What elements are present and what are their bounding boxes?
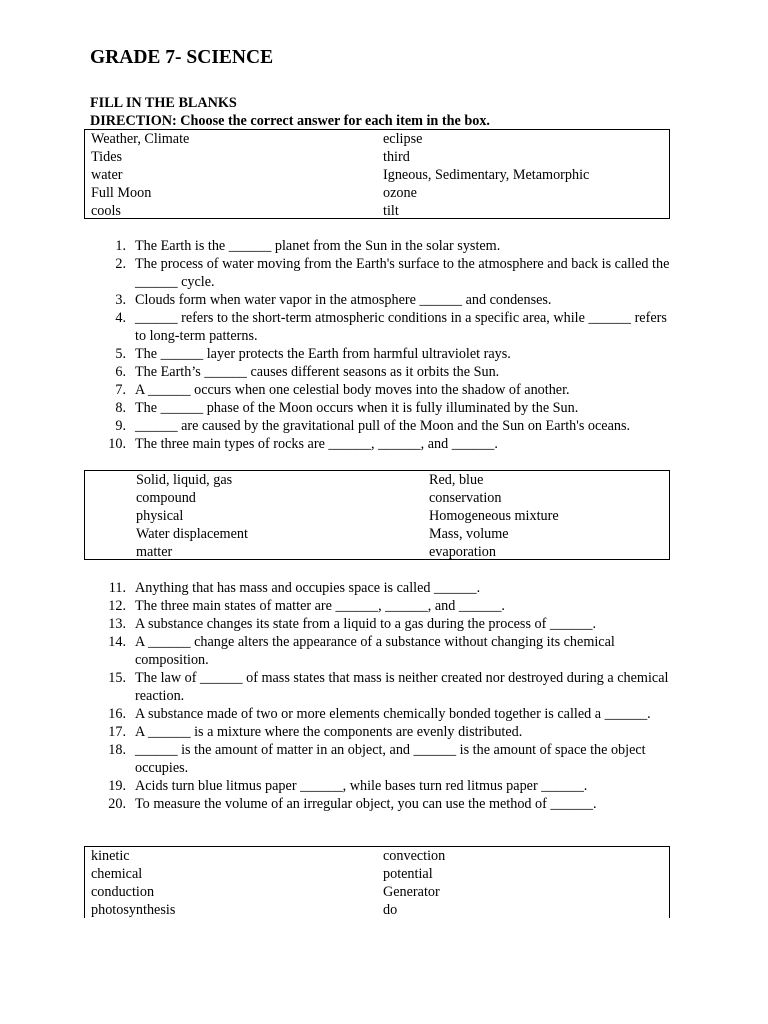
question-text: A substance made of two or more elements chemically bonded together is called a ______. bbox=[135, 706, 651, 722]
answer-row bbox=[85, 543, 669, 561]
answer-choice: conservation bbox=[429, 490, 502, 506]
question-text: A ______ is a mixture where the components are evenly distributed. bbox=[135, 724, 523, 740]
answer-choice: Water displacement bbox=[136, 526, 248, 542]
question-item bbox=[90, 615, 680, 633]
question-number: 7. bbox=[115, 382, 126, 398]
question-number: 9. bbox=[115, 418, 126, 434]
answer-choice: Full Moon bbox=[91, 185, 152, 201]
answer-choice: Solid, liquid, gas bbox=[136, 472, 233, 488]
answer-row bbox=[85, 148, 669, 166]
question-item bbox=[90, 291, 680, 309]
question-item bbox=[90, 777, 680, 795]
answer-choice: conduction bbox=[91, 884, 155, 900]
question-number: 20. bbox=[108, 796, 126, 812]
answer-row bbox=[85, 883, 669, 901]
question-number: 2. bbox=[115, 256, 126, 272]
answer-choice: water bbox=[91, 167, 123, 183]
answer-choice: potential bbox=[383, 866, 433, 882]
answer-choice: convection bbox=[383, 848, 446, 864]
answer-row bbox=[85, 525, 669, 543]
question-list-1 bbox=[90, 237, 680, 453]
answer-choice: do bbox=[383, 902, 398, 918]
question-number: 1. bbox=[115, 238, 126, 254]
question-number: 10. bbox=[108, 436, 126, 452]
question-text: The three main states of matter are ______, ______, and ______. bbox=[135, 598, 505, 614]
question-text: A ______ occurs when one celestial body moves into the shadow of another. bbox=[135, 382, 570, 398]
question-number: 3. bbox=[115, 292, 126, 308]
question-text: To measure the volume of an irregular object, you can use the method of ______. bbox=[135, 796, 597, 812]
question-item bbox=[90, 417, 680, 435]
answer-row bbox=[85, 865, 669, 883]
section-title: FILL IN THE BLANKS bbox=[90, 95, 237, 111]
question-text: Acids turn blue litmus paper ______, while bases turn red litmus paper ______. bbox=[135, 778, 588, 794]
answer-row bbox=[85, 847, 669, 865]
answer-choice: physical bbox=[136, 508, 184, 524]
question-text: The law of ______ of mass states that mass is neither created nor destroyed during a chemical reaction. bbox=[135, 670, 669, 704]
question-text: The ______ layer protects the Earth from harmful ultraviolet rays. bbox=[135, 346, 511, 362]
question-number: 13. bbox=[108, 616, 126, 632]
question-text: The Earth is the ______ planet from the Sun in the solar system. bbox=[135, 238, 501, 254]
question-number: 11. bbox=[108, 580, 126, 596]
question-text: ______ is the amount of matter in an object, and ______ is the amount of space the object occupies. bbox=[135, 742, 646, 776]
answer-row bbox=[85, 130, 669, 148]
question-text: ______ are caused by the gravitational pull of the Moon and the Sun on Earth's oceans. bbox=[135, 418, 631, 434]
answer-row bbox=[85, 184, 669, 202]
question-number: 8. bbox=[115, 400, 126, 416]
answer-choice: photosynthesis bbox=[91, 902, 176, 918]
answer-box-3 bbox=[84, 846, 670, 918]
question-number: 18. bbox=[108, 742, 126, 758]
question-item bbox=[90, 597, 680, 615]
answer-box-2 bbox=[84, 470, 670, 560]
question-item bbox=[90, 255, 680, 291]
question-number: 14. bbox=[108, 634, 126, 650]
question-item bbox=[90, 705, 680, 723]
answer-choice: compound bbox=[136, 490, 196, 506]
question-number: 19. bbox=[108, 778, 126, 794]
answer-row bbox=[85, 507, 669, 525]
question-item bbox=[90, 381, 680, 399]
question-item bbox=[90, 435, 680, 453]
answer-choice: Generator bbox=[383, 884, 440, 900]
question-text: A substance changes its state from a liquid to a gas during the process of ______. bbox=[135, 616, 596, 632]
question-list-2 bbox=[90, 579, 680, 813]
answer-box-1 bbox=[84, 129, 670, 219]
question-item bbox=[90, 363, 680, 381]
answer-choice: Weather, Climate bbox=[91, 131, 190, 147]
question-number: 17. bbox=[108, 724, 126, 740]
question-text: Clouds form when water vapor in the atmosphere ______ and condenses. bbox=[135, 292, 552, 308]
answer-choice: cools bbox=[91, 203, 121, 219]
answer-choice: Igneous, Sedimentary, Metamorphic bbox=[383, 167, 590, 183]
answer-row bbox=[85, 202, 669, 220]
answer-choice: third bbox=[383, 149, 410, 165]
answer-choice: eclipse bbox=[383, 131, 423, 147]
question-item bbox=[90, 741, 680, 777]
question-text: The process of water moving from the Earth's surface to the atmosphere and back is called the ______ cycle. bbox=[135, 256, 670, 290]
answer-row bbox=[85, 166, 669, 184]
question-text: A ______ change alters the appearance of a substance without changing its chemical composition. bbox=[135, 634, 615, 668]
question-number: 12. bbox=[108, 598, 126, 614]
question-text: ______ refers to the short-term atmospheric conditions in a specific area, while ______ refers to long-term patterns. bbox=[135, 310, 667, 344]
question-text: The ______ phase of the Moon occurs when it is fully illuminated by the Sun. bbox=[135, 400, 579, 416]
answer-choice: tilt bbox=[383, 203, 399, 219]
question-item bbox=[90, 579, 680, 597]
question-item bbox=[90, 345, 680, 363]
question-item bbox=[90, 399, 680, 417]
question-text: Anything that has mass and occupies space is called ______. bbox=[135, 580, 481, 596]
question-number: 15. bbox=[108, 670, 126, 686]
page-title: GRADE 7- SCIENCE bbox=[90, 47, 274, 68]
question-item bbox=[90, 633, 680, 669]
question-item bbox=[90, 669, 680, 705]
question-number: 4. bbox=[115, 310, 126, 326]
answer-row bbox=[85, 471, 669, 489]
question-number: 16. bbox=[108, 706, 126, 722]
question-number: 5. bbox=[115, 346, 126, 362]
answer-choice: evaporation bbox=[429, 544, 496, 560]
answer-choice: Red, blue bbox=[429, 472, 484, 488]
answer-row bbox=[85, 901, 669, 919]
answer-choice: chemical bbox=[91, 866, 143, 882]
answer-choice: matter bbox=[136, 544, 173, 560]
question-number: 6. bbox=[115, 364, 126, 380]
answer-choice: ozone bbox=[383, 185, 417, 201]
question-item bbox=[90, 309, 680, 345]
answer-choice: Homogeneous mixture bbox=[429, 508, 559, 524]
question-item bbox=[90, 795, 680, 813]
direction-text: DIRECTION: Choose the correct answer for each item in the box. bbox=[90, 113, 490, 129]
question-text: The three main types of rocks are ______, ______, and ______. bbox=[135, 436, 498, 452]
question-text: The Earth’s ______ causes different seasons as it orbits the Sun. bbox=[135, 364, 500, 380]
answer-row bbox=[85, 489, 669, 507]
answer-choice: Mass, volume bbox=[429, 526, 509, 542]
answer-choice: Tides bbox=[91, 149, 123, 165]
question-item bbox=[90, 237, 680, 255]
answer-choice: kinetic bbox=[91, 848, 130, 864]
question-item bbox=[90, 723, 680, 741]
